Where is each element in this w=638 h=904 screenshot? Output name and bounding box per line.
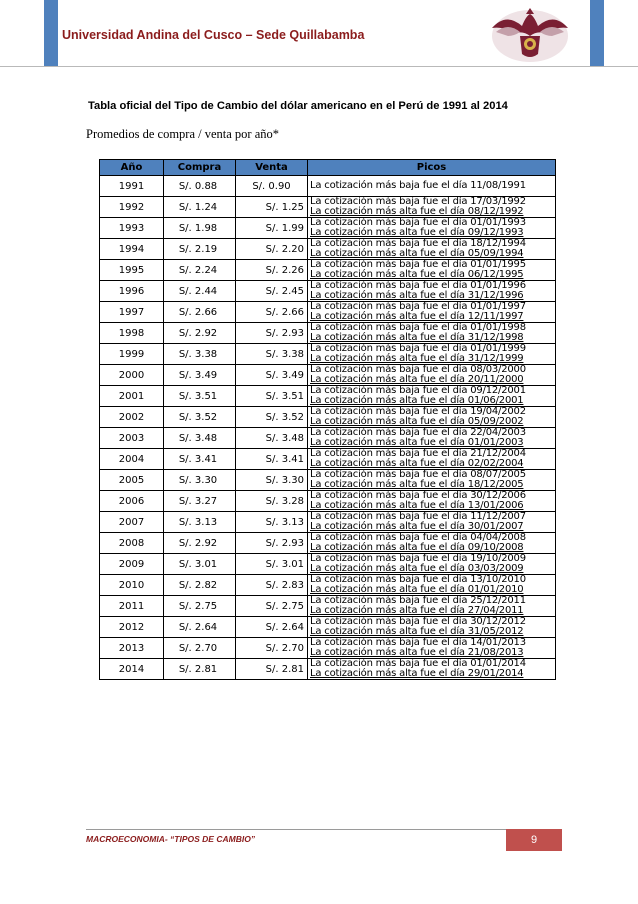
lowest-rate-note: La cotización más baja fue el día 19/10/2009 <box>310 553 526 564</box>
table-row <box>100 323 556 344</box>
highest-rate-note: La cotización más alta fue el día 13/01/2006 <box>310 500 524 511</box>
compra-cell: S/. 0.88 <box>164 176 236 197</box>
year-cell: 2002 <box>100 407 164 428</box>
venta-cell: S/. 3.41 <box>236 449 308 470</box>
venta-cell: S/. 1.25 <box>236 197 308 218</box>
table-row <box>100 218 556 239</box>
year-cell: 1992 <box>100 197 164 218</box>
picos-cell <box>308 407 556 428</box>
year-cell: 2007 <box>100 512 164 533</box>
lowest-rate-note: La cotización más baja fue el día 08/03/2000 <box>310 364 526 375</box>
highest-rate-note: La cotización más alta fue el día 31/12/1998 <box>310 332 524 343</box>
year-cell: 1993 <box>100 218 164 239</box>
lowest-rate-note: La cotización más baja fue el día 11/08/1991 <box>310 180 526 191</box>
table-row <box>100 575 556 596</box>
highest-rate-note: La cotización más alta fue el día 05/09/1994 <box>310 248 524 259</box>
lowest-rate-note: La cotización más baja fue el día 13/10/2010 <box>310 574 526 585</box>
highest-rate-note: La cotización más alta fue el día 31/05/2012 <box>310 626 524 637</box>
table-row <box>100 365 556 386</box>
compra-cell: S/. 3.51 <box>164 386 236 407</box>
year-cell: 2008 <box>100 533 164 554</box>
table-row <box>100 302 556 323</box>
year-cell: 2011 <box>100 596 164 617</box>
picos-cell <box>308 260 556 281</box>
lowest-rate-note: La cotización más baja fue el día 22/04/2003 <box>310 427 526 438</box>
header-divider <box>0 66 638 67</box>
venta-cell: S/. 2.64 <box>236 617 308 638</box>
compra-cell: S/. 3.27 <box>164 491 236 512</box>
table-row <box>100 281 556 302</box>
venta-cell: S/. 2.81 <box>236 659 308 680</box>
table-row <box>100 260 556 281</box>
venta-cell: S/. 0.90 <box>236 176 308 197</box>
highest-rate-note: La cotización más alta fue el día 21/08/2013 <box>310 647 524 658</box>
venta-cell: S/. 2.66 <box>236 302 308 323</box>
compra-cell: S/. 2.70 <box>164 638 236 659</box>
column-header-picos: Picos <box>308 160 556 176</box>
compra-cell: S/. 2.92 <box>164 323 236 344</box>
venta-cell: S/. 2.20 <box>236 239 308 260</box>
compra-cell: S/. 3.01 <box>164 554 236 575</box>
highest-rate-note: La cotización más alta fue el día 18/12/2005 <box>310 479 524 490</box>
table-row <box>100 491 556 512</box>
picos-cell <box>308 575 556 596</box>
venta-cell: S/. 3.28 <box>236 491 308 512</box>
highest-rate-note: La cotización más alta fue el día 06/12/1995 <box>310 269 524 280</box>
venta-cell: S/. 3.30 <box>236 470 308 491</box>
picos-cell <box>308 239 556 260</box>
picos-cell <box>308 533 556 554</box>
compra-cell: S/. 2.44 <box>164 281 236 302</box>
table-row <box>100 512 556 533</box>
highest-rate-note: La cotización más alta fue el día 20/11/2000 <box>310 374 524 385</box>
picos-cell <box>308 596 556 617</box>
year-cell: 1991 <box>100 176 164 197</box>
compra-cell: S/. 3.13 <box>164 512 236 533</box>
lowest-rate-note: La cotización más baja fue el día 01/01/1996 <box>310 280 526 291</box>
lowest-rate-note: La cotización más baja fue el día 14/01/2013 <box>310 637 526 648</box>
year-cell: 2014 <box>100 659 164 680</box>
lowest-rate-note: La cotización más baja fue el día 25/12/2011 <box>310 595 526 606</box>
highest-rate-note: La cotización más alta fue el día 01/01/2003 <box>310 437 524 448</box>
table-row <box>100 176 556 197</box>
year-cell: 1994 <box>100 239 164 260</box>
year-cell: 2013 <box>100 638 164 659</box>
lowest-rate-note: La cotización más baja fue el día 18/12/1994 <box>310 238 526 249</box>
table-row <box>100 428 556 449</box>
venta-cell: S/. 2.45 <box>236 281 308 302</box>
lowest-rate-note: La cotización más baja fue el día 04/04/2008 <box>310 532 526 543</box>
table-row <box>100 239 556 260</box>
venta-cell: S/. 2.93 <box>236 323 308 344</box>
table-row <box>100 659 556 680</box>
compra-cell: S/. 1.24 <box>164 197 236 218</box>
picos-cell <box>308 554 556 575</box>
year-cell: 2003 <box>100 428 164 449</box>
table-row <box>100 197 556 218</box>
exchange-rate-table <box>99 159 556 680</box>
lowest-rate-note: La cotización más baja fue el día 19/04/2002 <box>310 406 526 417</box>
lowest-rate-note: La cotización más baja fue el día 01/01/1998 <box>310 322 526 333</box>
venta-cell: S/. 3.51 <box>236 386 308 407</box>
document-title: Tabla oficial del Tipo de Cambio del dólar americano en el Perú de 1991 al 2014 <box>88 100 508 112</box>
lowest-rate-note: La cotización más baja fue el día 30/12/2012 <box>310 616 526 627</box>
year-cell: 2001 <box>100 386 164 407</box>
table-row <box>100 386 556 407</box>
compra-cell: S/. 3.52 <box>164 407 236 428</box>
lowest-rate-note: La cotización más baja fue el día 21/12/2004 <box>310 448 526 459</box>
compra-cell: S/. 2.19 <box>164 239 236 260</box>
picos-cell <box>308 197 556 218</box>
lowest-rate-note: La cotización más baja fue el día 01/01/1995 <box>310 259 526 270</box>
highest-rate-note: La cotización más alta fue el día 12/11/1997 <box>310 311 524 322</box>
header-title: Universidad Andina del Cusco – Sede Quillabamba <box>62 28 365 42</box>
year-cell: 2006 <box>100 491 164 512</box>
picos-cell <box>308 617 556 638</box>
column-header-compra: Compra <box>164 160 236 176</box>
compra-cell: S/. 2.75 <box>164 596 236 617</box>
table-row <box>100 596 556 617</box>
compra-cell: S/. 2.81 <box>164 659 236 680</box>
picos-cell <box>308 512 556 533</box>
highest-rate-note: La cotización más alta fue el día 01/01/2010 <box>310 584 524 595</box>
column-header-year: Año <box>100 160 164 176</box>
venta-cell: S/. 2.93 <box>236 533 308 554</box>
picos-cell <box>308 491 556 512</box>
compra-cell: S/. 3.38 <box>164 344 236 365</box>
year-cell: 1996 <box>100 281 164 302</box>
table-row <box>100 533 556 554</box>
column-header-venta: Venta <box>236 160 308 176</box>
table-header-row <box>100 160 556 176</box>
highest-rate-note: La cotización más alta fue el día 08/12/1992 <box>310 206 524 217</box>
highest-rate-note: La cotización más alta fue el día 09/12/1993 <box>310 227 524 238</box>
picos-cell <box>308 428 556 449</box>
highest-rate-note: La cotización más alta fue el día 02/02/2004 <box>310 458 524 469</box>
venta-cell: S/. 3.13 <box>236 512 308 533</box>
page-number: 9 <box>506 829 562 851</box>
lowest-rate-note: La cotización más baja fue el día 30/12/2006 <box>310 490 526 501</box>
header-accent-bar-left <box>44 0 58 66</box>
compra-cell: S/. 2.66 <box>164 302 236 323</box>
picos-cell <box>308 302 556 323</box>
venta-cell: S/. 1.99 <box>236 218 308 239</box>
compra-cell: S/. 3.48 <box>164 428 236 449</box>
highest-rate-note: La cotización más alta fue el día 31/12/1996 <box>310 290 524 301</box>
compra-cell: S/. 2.82 <box>164 575 236 596</box>
compra-cell: S/. 2.64 <box>164 617 236 638</box>
venta-cell: S/. 2.75 <box>236 596 308 617</box>
table-row <box>100 554 556 575</box>
lowest-rate-note: La cotización más baja fue el día 11/12/2007 <box>310 511 526 522</box>
table-row <box>100 449 556 470</box>
lowest-rate-note: La cotización más baja fue el día 09/12/2001 <box>310 385 526 396</box>
picos-cell <box>308 281 556 302</box>
year-cell: 1995 <box>100 260 164 281</box>
compra-cell: S/. 1.98 <box>164 218 236 239</box>
compra-cell: S/. 2.24 <box>164 260 236 281</box>
table-row <box>100 407 556 428</box>
picos-cell <box>308 659 556 680</box>
venta-cell: S/. 3.01 <box>236 554 308 575</box>
table-row <box>100 344 556 365</box>
venta-cell: S/. 3.52 <box>236 407 308 428</box>
picos-cell <box>308 323 556 344</box>
highest-rate-note: La cotización más alta fue el día 03/03/2009 <box>310 563 524 574</box>
lowest-rate-note: La cotización más baja fue el día 08/07/2005 <box>310 469 526 480</box>
compra-cell: S/. 2.92 <box>164 533 236 554</box>
compra-cell: S/. 3.30 <box>164 470 236 491</box>
compra-cell: S/. 3.49 <box>164 365 236 386</box>
venta-cell: S/. 2.70 <box>236 638 308 659</box>
table-row <box>100 638 556 659</box>
footer-course-title: MACROECONOMIA- “TIPOS DE CAMBIO” <box>86 834 256 844</box>
picos-cell <box>308 386 556 407</box>
highest-rate-note: La cotización más alta fue el día 27/04/2011 <box>310 605 524 616</box>
highest-rate-note: La cotización más alta fue el día 31/12/1999 <box>310 353 524 364</box>
compra-cell: S/. 3.41 <box>164 449 236 470</box>
highest-rate-note: La cotización más alta fue el día 05/09/2002 <box>310 416 524 427</box>
lowest-rate-note: La cotización más baja fue el día 01/01/1993 <box>310 217 526 228</box>
table-row <box>100 470 556 491</box>
picos-cell <box>308 365 556 386</box>
picos-cell <box>308 449 556 470</box>
picos-cell <box>308 470 556 491</box>
venta-cell: S/. 3.48 <box>236 428 308 449</box>
year-cell: 2005 <box>100 470 164 491</box>
highest-rate-note: La cotización más alta fue el día 30/01/2007 <box>310 521 524 532</box>
year-cell: 2012 <box>100 617 164 638</box>
year-cell: 2004 <box>100 449 164 470</box>
lowest-rate-note: La cotización más baja fue el día 01/01/1997 <box>310 301 526 312</box>
university-logo-icon <box>486 6 574 64</box>
lowest-rate-note: La cotización más baja fue el día 01/01/1999 <box>310 343 526 354</box>
picos-cell <box>308 218 556 239</box>
venta-cell: S/. 2.83 <box>236 575 308 596</box>
venta-cell: S/. 3.49 <box>236 365 308 386</box>
picos-cell <box>308 344 556 365</box>
highest-rate-note: La cotización más alta fue el día 01/06/2001 <box>310 395 524 406</box>
year-cell: 1999 <box>100 344 164 365</box>
year-cell: 2010 <box>100 575 164 596</box>
table-row <box>100 617 556 638</box>
year-cell: 2000 <box>100 365 164 386</box>
highest-rate-note: La cotización más alta fue el día 29/01/2014 <box>310 668 524 679</box>
footer-divider <box>86 829 562 830</box>
year-cell: 2009 <box>100 554 164 575</box>
picos-cell <box>308 176 556 197</box>
venta-cell: S/. 3.38 <box>236 344 308 365</box>
highest-rate-note: La cotización más alta fue el día 09/10/2008 <box>310 542 524 553</box>
venta-cell: S/. 2.26 <box>236 260 308 281</box>
year-cell: 1998 <box>100 323 164 344</box>
document-subtitle: Promedios de compra / venta por año* <box>86 127 280 141</box>
lowest-rate-note: La cotización más baja fue el día 17/03/1992 <box>310 196 526 207</box>
picos-cell <box>308 638 556 659</box>
lowest-rate-note: La cotización más baja fue el día 01/01/2014 <box>310 658 526 669</box>
header-accent-bar-right <box>590 0 604 66</box>
year-cell: 1997 <box>100 302 164 323</box>
